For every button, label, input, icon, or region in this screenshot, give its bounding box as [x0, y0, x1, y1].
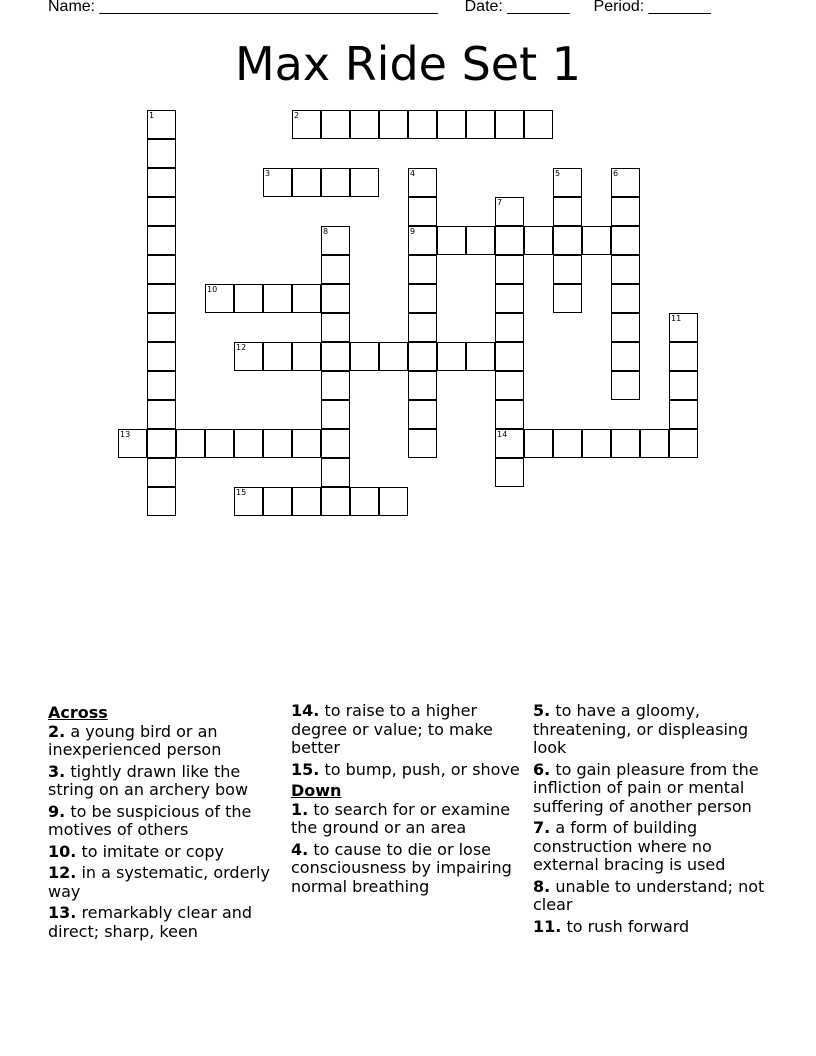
clue-number: 15 — [236, 488, 247, 497]
clue-num: 13. — [48, 903, 77, 922]
grid-cell[interactable] — [147, 400, 176, 429]
clue-text: in a systematic, orderly way — [48, 863, 270, 901]
grid-cell[interactable] — [669, 313, 698, 342]
clue-text: unable to understand; not clear — [533, 876, 765, 914]
grid-cell[interactable] — [408, 429, 437, 458]
grid-cell[interactable] — [263, 429, 292, 458]
grid-cell[interactable] — [263, 284, 292, 313]
grid-cell[interactable] — [495, 429, 524, 458]
grid-cell[interactable] — [205, 429, 234, 458]
grid-cell[interactable] — [147, 255, 176, 284]
grid-cell[interactable] — [553, 168, 582, 197]
clue-text: to cause to die or lose consciousness by impairing normal breathing — [291, 839, 512, 896]
grid-cell[interactable] — [321, 400, 350, 429]
clue-number: 3 — [265, 169, 271, 178]
clue-number: 6 — [613, 169, 619, 178]
grid-cell[interactable] — [669, 429, 698, 458]
clue-text: to bump, push, or shove — [324, 759, 520, 779]
clue-column-2 — [291, 702, 527, 899]
grid-cell[interactable] — [611, 226, 640, 255]
grid-cell[interactable] — [611, 255, 640, 284]
grid-cell[interactable] — [611, 313, 640, 342]
grid-cell[interactable] — [495, 255, 524, 284]
grid-cell[interactable] — [147, 197, 176, 226]
across-clue — [48, 843, 284, 862]
grid-cell[interactable] — [495, 284, 524, 313]
grid-cell[interactable] — [147, 458, 176, 487]
grid-cell[interactable] — [553, 197, 582, 226]
grid-cell[interactable] — [147, 487, 176, 516]
grid-cell[interactable] — [321, 168, 350, 197]
grid-cell[interactable] — [553, 226, 582, 255]
across-heading: Across — [48, 703, 108, 722]
clue-text: to gain pleasure from the infliction of pain or mental suffering of another person — [533, 759, 759, 816]
clue-number: 8 — [323, 227, 329, 236]
clue-number: 1 — [149, 111, 155, 120]
clue-num: 7. — [533, 818, 551, 837]
date-field[interactable]: Date: _______ — [464, 0, 570, 15]
clue-number: 13 — [120, 430, 131, 439]
grid-cell[interactable] — [408, 197, 437, 226]
down-heading: Down — [291, 781, 342, 800]
across-clue — [48, 763, 284, 800]
grid-cell[interactable] — [408, 168, 437, 197]
grid-cell[interactable] — [437, 110, 466, 139]
clue-text: to be suspicious of the motives of others — [48, 801, 252, 839]
clue-number: 7 — [497, 198, 503, 207]
grid-cell[interactable] — [379, 110, 408, 139]
clue-text: to imitate or copy — [81, 841, 225, 861]
grid-cell[interactable] — [408, 313, 437, 342]
clue-num: 4. — [291, 839, 309, 859]
clue-number: 10 — [207, 285, 218, 294]
clue-num: 11. — [533, 916, 562, 936]
grid-cell[interactable] — [582, 226, 611, 255]
grid-cell[interactable] — [263, 168, 292, 197]
down-clue — [533, 702, 769, 758]
grid-cell[interactable] — [495, 371, 524, 400]
clue-num: 5. — [533, 701, 551, 720]
clue-num: 2. — [48, 721, 66, 741]
clue-num: 14. — [291, 701, 320, 720]
clue-text: to raise to a higher degree or value; to make better — [291, 701, 493, 757]
across-clue — [291, 702, 527, 758]
grid-cell[interactable] — [640, 429, 669, 458]
down-clue — [533, 918, 769, 937]
grid-cell[interactable] — [437, 226, 466, 255]
grid-cell[interactable] — [466, 342, 495, 371]
grid-cell[interactable] — [205, 284, 234, 313]
clue-num: 10. — [48, 841, 77, 861]
grid-cell[interactable] — [611, 371, 640, 400]
grid-cell[interactable] — [176, 429, 205, 458]
grid-cell[interactable] — [350, 168, 379, 197]
clue-num: 15. — [291, 759, 320, 779]
grid-cell[interactable] — [147, 110, 176, 139]
clue-text: to have a gloomy, threatening, or displeasing look — [533, 701, 749, 757]
grid-cell[interactable] — [669, 400, 698, 429]
grid-cell[interactable] — [553, 255, 582, 284]
grid-cell[interactable] — [321, 342, 350, 371]
clue-number: 12 — [236, 343, 247, 352]
grid-cell[interactable] — [408, 371, 437, 400]
grid-cell[interactable] — [263, 342, 292, 371]
clue-text: a form of building construction where no external bracing is used — [533, 818, 726, 874]
clue-column-1 — [48, 702, 284, 944]
grid-cell[interactable] — [350, 487, 379, 516]
grid-cell[interactable] — [321, 313, 350, 342]
grid-cell[interactable] — [669, 342, 698, 371]
grid-cell[interactable] — [147, 429, 176, 458]
grid-cell[interactable] — [408, 342, 437, 371]
grid-cell[interactable] — [408, 110, 437, 139]
grid-cell[interactable] — [234, 284, 263, 313]
clue-number: 5 — [555, 169, 561, 178]
grid-cell[interactable] — [292, 110, 321, 139]
grid-cell[interactable] — [553, 429, 582, 458]
grid-cell[interactable] — [611, 197, 640, 226]
across-clue — [48, 904, 284, 941]
grid-cell[interactable] — [408, 400, 437, 429]
grid-cell[interactable] — [321, 458, 350, 487]
grid-cell[interactable] — [147, 284, 176, 313]
grid-cell[interactable] — [495, 313, 524, 342]
down-clue — [533, 819, 769, 875]
across-clue — [291, 761, 527, 780]
grid-cell[interactable] — [466, 226, 495, 255]
grid-cell[interactable] — [292, 284, 321, 313]
clue-number: 14 — [497, 430, 508, 439]
clue-column-3 — [533, 702, 769, 939]
grid-cell[interactable] — [495, 400, 524, 429]
grid-cell[interactable] — [350, 110, 379, 139]
grid-cell[interactable] — [118, 429, 147, 458]
clue-num: 6. — [533, 759, 551, 779]
grid-cell[interactable] — [408, 226, 437, 255]
grid-cell[interactable] — [147, 168, 176, 197]
down-clue — [291, 801, 527, 838]
clue-text: to search for or examine the ground or an area — [291, 799, 511, 837]
grid-cell[interactable] — [350, 342, 379, 371]
across-clue — [48, 723, 284, 760]
across-clue — [48, 864, 284, 901]
grid-cell[interactable] — [321, 487, 350, 516]
grid-cell[interactable] — [437, 342, 466, 371]
clue-num: 12. — [48, 863, 77, 882]
grid-cell[interactable] — [147, 371, 176, 400]
name-field[interactable]: Name: ______________________________________ — [48, 0, 438, 15]
clue-num: 9. — [48, 801, 66, 821]
grid-cell[interactable] — [611, 284, 640, 313]
grid-cell[interactable] — [234, 342, 263, 371]
page-title: Max Ride Set 1 — [234, 37, 581, 91]
clue-text: remarkably clear and direct; sharp, keen — [48, 903, 253, 941]
grid-cell[interactable] — [147, 226, 176, 255]
grid-cell[interactable] — [466, 110, 495, 139]
grid-cell[interactable] — [292, 168, 321, 197]
down-clue — [533, 878, 769, 915]
grid-cell[interactable] — [495, 110, 524, 139]
clue-number: 4 — [410, 169, 416, 178]
grid-cell[interactable] — [292, 487, 321, 516]
clue-num: 1. — [291, 799, 309, 819]
clue-text: tightly drawn like the string on an archery bow — [48, 761, 249, 799]
grid-cell[interactable] — [524, 110, 553, 139]
clue-number: 2 — [294, 111, 300, 120]
grid-cell[interactable] — [495, 197, 524, 226]
grid-cell[interactable] — [553, 284, 582, 313]
clue-number: 11 — [671, 314, 682, 323]
grid-cell[interactable] — [321, 255, 350, 284]
grid-cell[interactable] — [611, 168, 640, 197]
grid-cell[interactable] — [524, 429, 553, 458]
grid-cell[interactable] — [321, 226, 350, 255]
grid-cell[interactable] — [408, 255, 437, 284]
grid-cell[interactable] — [234, 487, 263, 516]
grid-cell[interactable] — [321, 284, 350, 313]
down-clue — [533, 761, 769, 817]
grid-cell[interactable] — [495, 226, 524, 255]
grid-cell[interactable] — [611, 429, 640, 458]
clue-text: a young bird or an inexperienced person — [48, 721, 222, 759]
grid-cell[interactable] — [292, 342, 321, 371]
grid-cell[interactable] — [495, 342, 524, 371]
clue-text: to rush forward — [566, 916, 690, 936]
grid-cell[interactable] — [524, 226, 553, 255]
across-clue — [48, 803, 284, 840]
grid-cell[interactable] — [321, 110, 350, 139]
clue-num: 8. — [533, 876, 551, 896]
grid-cell[interactable] — [582, 429, 611, 458]
grid-cell[interactable] — [611, 342, 640, 371]
grid-cell[interactable] — [495, 458, 524, 487]
grid-cell[interactable] — [234, 429, 263, 458]
grid-cell[interactable] — [379, 487, 408, 516]
grid-cell[interactable] — [147, 313, 176, 342]
grid-cell[interactable] — [408, 284, 437, 313]
grid-cell[interactable] — [321, 371, 350, 400]
clue-number: 9 — [410, 227, 416, 236]
period-field[interactable]: Period: _______ — [593, 0, 711, 15]
grid-cell[interactable] — [669, 371, 698, 400]
grid-cell[interactable] — [147, 342, 176, 371]
grid-cell[interactable] — [321, 429, 350, 458]
grid-cell[interactable] — [263, 487, 292, 516]
clue-num: 3. — [48, 761, 66, 781]
grid-cell[interactable] — [292, 429, 321, 458]
down-clue — [291, 841, 527, 897]
grid-cell[interactable] — [147, 139, 176, 168]
grid-cell[interactable] — [379, 342, 408, 371]
